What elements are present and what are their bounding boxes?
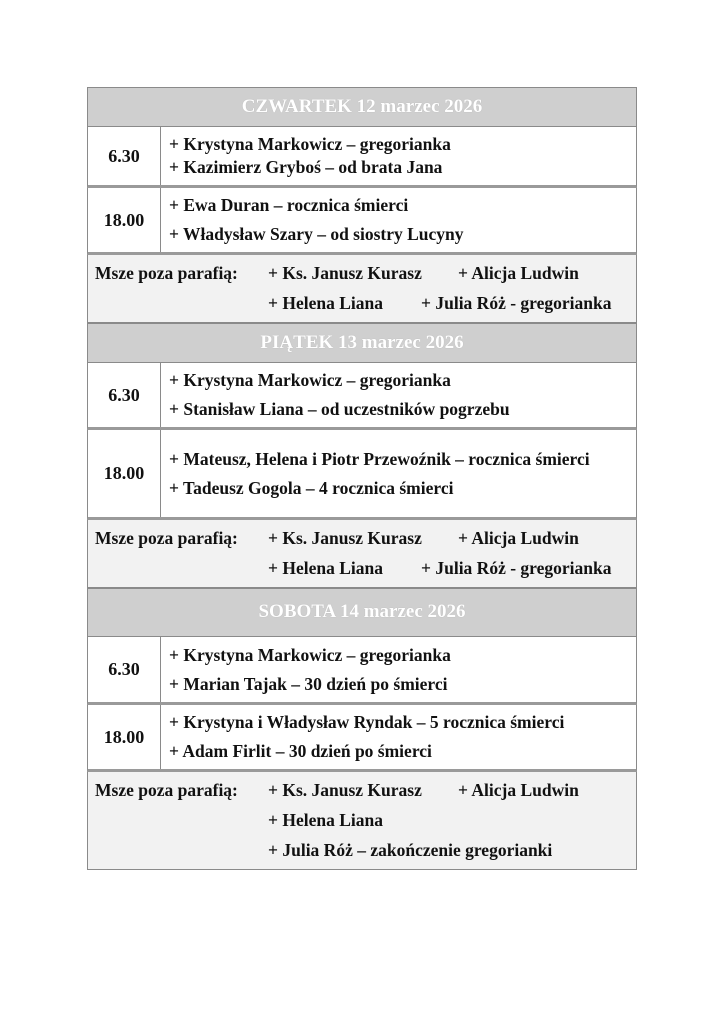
outside-item: + Ks. Janusz Kurasz [268, 528, 422, 548]
outside-item: + Ks. Janusz Kurasz [268, 263, 422, 283]
outside-item: + Helena Liana [268, 293, 383, 313]
mass-intentions [161, 188, 636, 252]
outside-label: Msze poza parafią: [95, 528, 238, 548]
intention: + Ewa Duran – rocznica śmierci [169, 195, 409, 215]
mass-intentions [161, 127, 636, 185]
outside-parish-masses [87, 255, 637, 323]
outside-item: + Alicja Ludwin [458, 263, 579, 283]
mass-time: 18.00 [88, 430, 161, 517]
outside-item: + Julia Róż – zakończenie gregorianki [268, 840, 553, 860]
mass-time: 6.30 [88, 127, 161, 185]
mass-time: 6.30 [88, 363, 161, 427]
mass-intentions [161, 430, 636, 517]
mass-row [87, 127, 637, 188]
intention: + Kazimierz Gryboś – od brata Jana [169, 157, 443, 177]
mass-row [87, 430, 637, 520]
intention: + Tadeusz Gogola – 4 rocznica śmierci [169, 477, 454, 498]
mass-time: 6.30 [88, 637, 161, 702]
mass-intentions [161, 637, 636, 702]
outside-item: + Helena Liana [268, 810, 383, 830]
outside-label: Msze poza parafią: [95, 780, 238, 800]
intention: + Krystyna Markowicz – gregorianka [169, 644, 451, 665]
outside-item: + Julia Róż - gregorianka [421, 293, 612, 313]
intention: + Władysław Szary – od siostry Lucyny [169, 224, 464, 244]
mass-row [87, 705, 637, 772]
mass-schedule-table [87, 87, 637, 870]
outside-item: + Ks. Janusz Kurasz [268, 780, 422, 800]
outside-item: + Alicja Ludwin [458, 780, 579, 800]
mass-row [87, 637, 637, 705]
mass-time: 18.00 [88, 188, 161, 252]
day-header-thursday: CZWARTEK 12 marzec 2026 [87, 87, 637, 127]
intention: + Mateusz, Helena i Piotr Przewoźnik – rocznica śmierci [169, 448, 590, 469]
intention: + Krystyna i Władysław Ryndak – 5 rocznica śmierci [169, 712, 565, 732]
outside-item: + Julia Róż - gregorianka [421, 558, 612, 578]
outside-parish-masses [87, 772, 637, 870]
intention: + Marian Tajak – 30 dzień po śmierci [169, 673, 448, 694]
day-header-friday: PIĄTEK 13 marzec 2026 [87, 323, 637, 363]
mass-intentions [161, 363, 636, 427]
intention: + Krystyna Markowicz – gregorianka [169, 134, 451, 154]
intention: + Krystyna Markowicz – gregorianka [169, 370, 451, 390]
outside-parish-masses [87, 520, 637, 588]
intention: + Stanisław Liana – od uczestników pogrzebu [169, 399, 510, 419]
mass-time: 18.00 [88, 705, 161, 769]
outside-label: Msze poza parafią: [95, 263, 238, 283]
day-header-saturday: SOBOTA 14 marzec 2026 [87, 588, 637, 637]
mass-row [87, 188, 637, 255]
mass-row [87, 363, 637, 430]
mass-intentions [161, 705, 636, 769]
outside-item: + Helena Liana [268, 558, 383, 578]
outside-item: + Alicja Ludwin [458, 528, 579, 548]
intention: + Adam Firlit – 30 dzień po śmierci [169, 741, 432, 761]
